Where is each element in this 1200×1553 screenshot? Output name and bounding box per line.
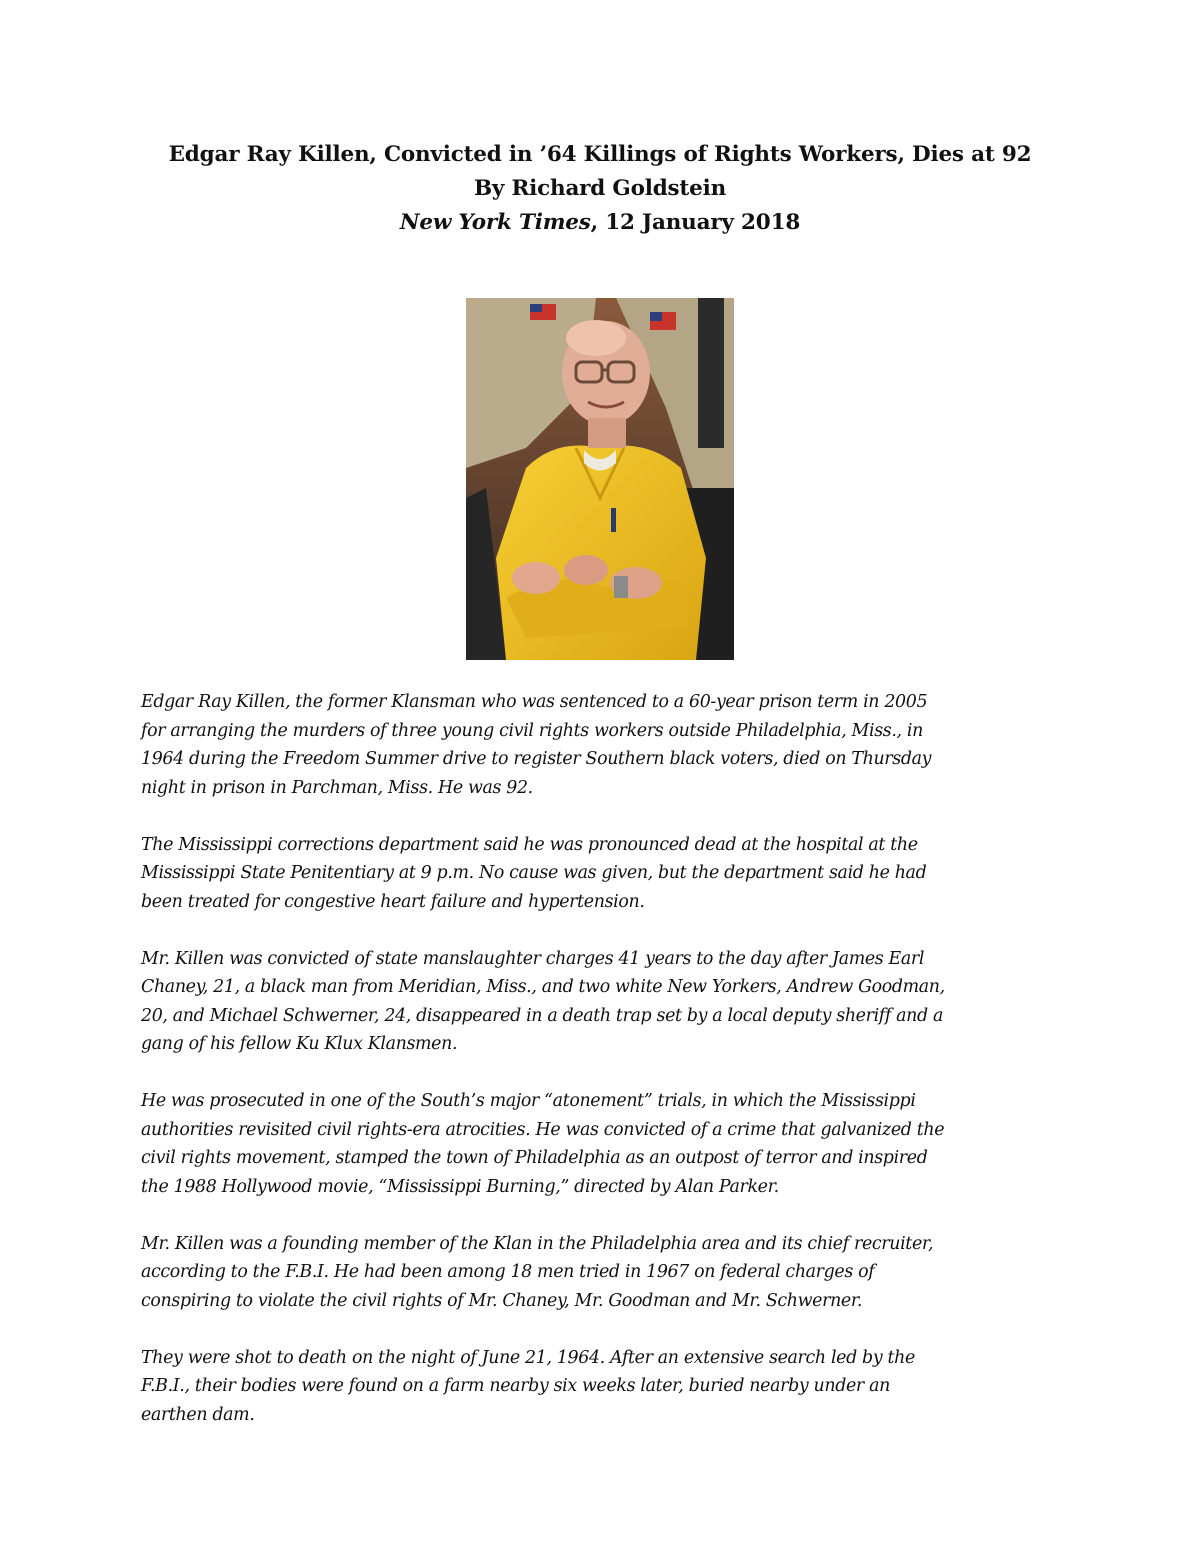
paragraph-6 — [141, 1344, 1071, 1430]
paragraph-3 — [141, 945, 1071, 1059]
paragraph-line: Mr. Killen was a founding member of the Klan in the Philadelphia area and its chief recruiter, — [141, 1233, 934, 1254]
portrait-photo — [466, 298, 734, 660]
paragraph-line: The Mississippi corrections department said he was pronounced dead at the hospital at the — [141, 834, 918, 855]
paragraph-line: been treated for congestive heart failure and hypertension. — [141, 891, 645, 912]
paragraph-line: Mississippi State Penitentiary at 9 p.m. No cause was given, but the department said he had — [141, 863, 927, 883]
paragraph-5 — [141, 1230, 1071, 1316]
paragraph-2 — [141, 831, 1071, 917]
publication-name: New York Times — [399, 210, 591, 235]
paragraph-line: for arranging the murders of three young civil rights workers outside Philadelphia, Miss., in — [141, 720, 923, 741]
paragraph-line: gang of his fellow Ku Klux Klansmen. — [141, 1034, 458, 1054]
paragraph-line: authorities revisited civil rights-era atrocities. He was convicted of a crime that galvanized the — [141, 1119, 945, 1140]
byline: By Richard Goldstein — [473, 176, 727, 201]
paragraph-line: according to the F.B.I. He had been among 18 men tried in 1967 on federal charges of — [141, 1262, 875, 1282]
article-header — [0, 138, 1200, 240]
publication-line — [0, 206, 1200, 240]
paragraph-line: F.B.I., their bodies were found on a farm nearby six weeks later, buried nearby under an — [141, 1376, 890, 1396]
paragraph-line: the 1988 Hollywood movie, “Mississippi Burning,” directed by Alan Parker. — [141, 1176, 779, 1197]
paragraph-line: He was prosecuted in one of the South’s major “atonement” trials, in which the Mississippi — [141, 1091, 916, 1111]
paragraph-line: Chaney, 21, a black man from Meridian, Miss., and two white New Yorkers, Andrew Goodman, — [141, 977, 945, 997]
paragraph-line: 20, and Michael Schwerner, 24, disappeared in a death trap set by a local deputy sheriff and a — [141, 1005, 943, 1026]
paragraph-line: 1964 during the Freedom Summer drive to register Southern black voters, died on Thursday — [141, 749, 932, 769]
paragraph-4 — [141, 1087, 1071, 1201]
paragraph-line: earthen dam. — [141, 1404, 255, 1425]
paragraph-line: night in prison in Parchman, Miss. He was 92. — [141, 777, 533, 798]
paragraph-line: Edgar Ray Killen, the former Klansman who was sentenced to a 60-year prison term in 2005 — [141, 692, 928, 712]
article-body — [141, 688, 1071, 1458]
paragraph-line: Mr. Killen was convicted of state manslaughter charges 41 years to the day after James Earl — [141, 948, 925, 969]
paragraph-line: conspiring to violate the civil rights of Mr. Chaney, Mr. Goodman and Mr. Schwerner. — [141, 1290, 863, 1311]
headline: Edgar Ray Killen, Convicted in ’64 Killings of Rights Workers, Dies at 92 — [168, 142, 1032, 167]
paragraph-line: They were shot to death on the night of June 21, 1964. After an extensive search led by the — [141, 1347, 915, 1368]
publication-date: , 12 January 2018 — [590, 210, 801, 235]
paragraph-1 — [141, 688, 1071, 802]
paragraph-line: civil rights movement, stamped the town of Philadelphia as an outpost of terror and inspired — [141, 1148, 928, 1168]
